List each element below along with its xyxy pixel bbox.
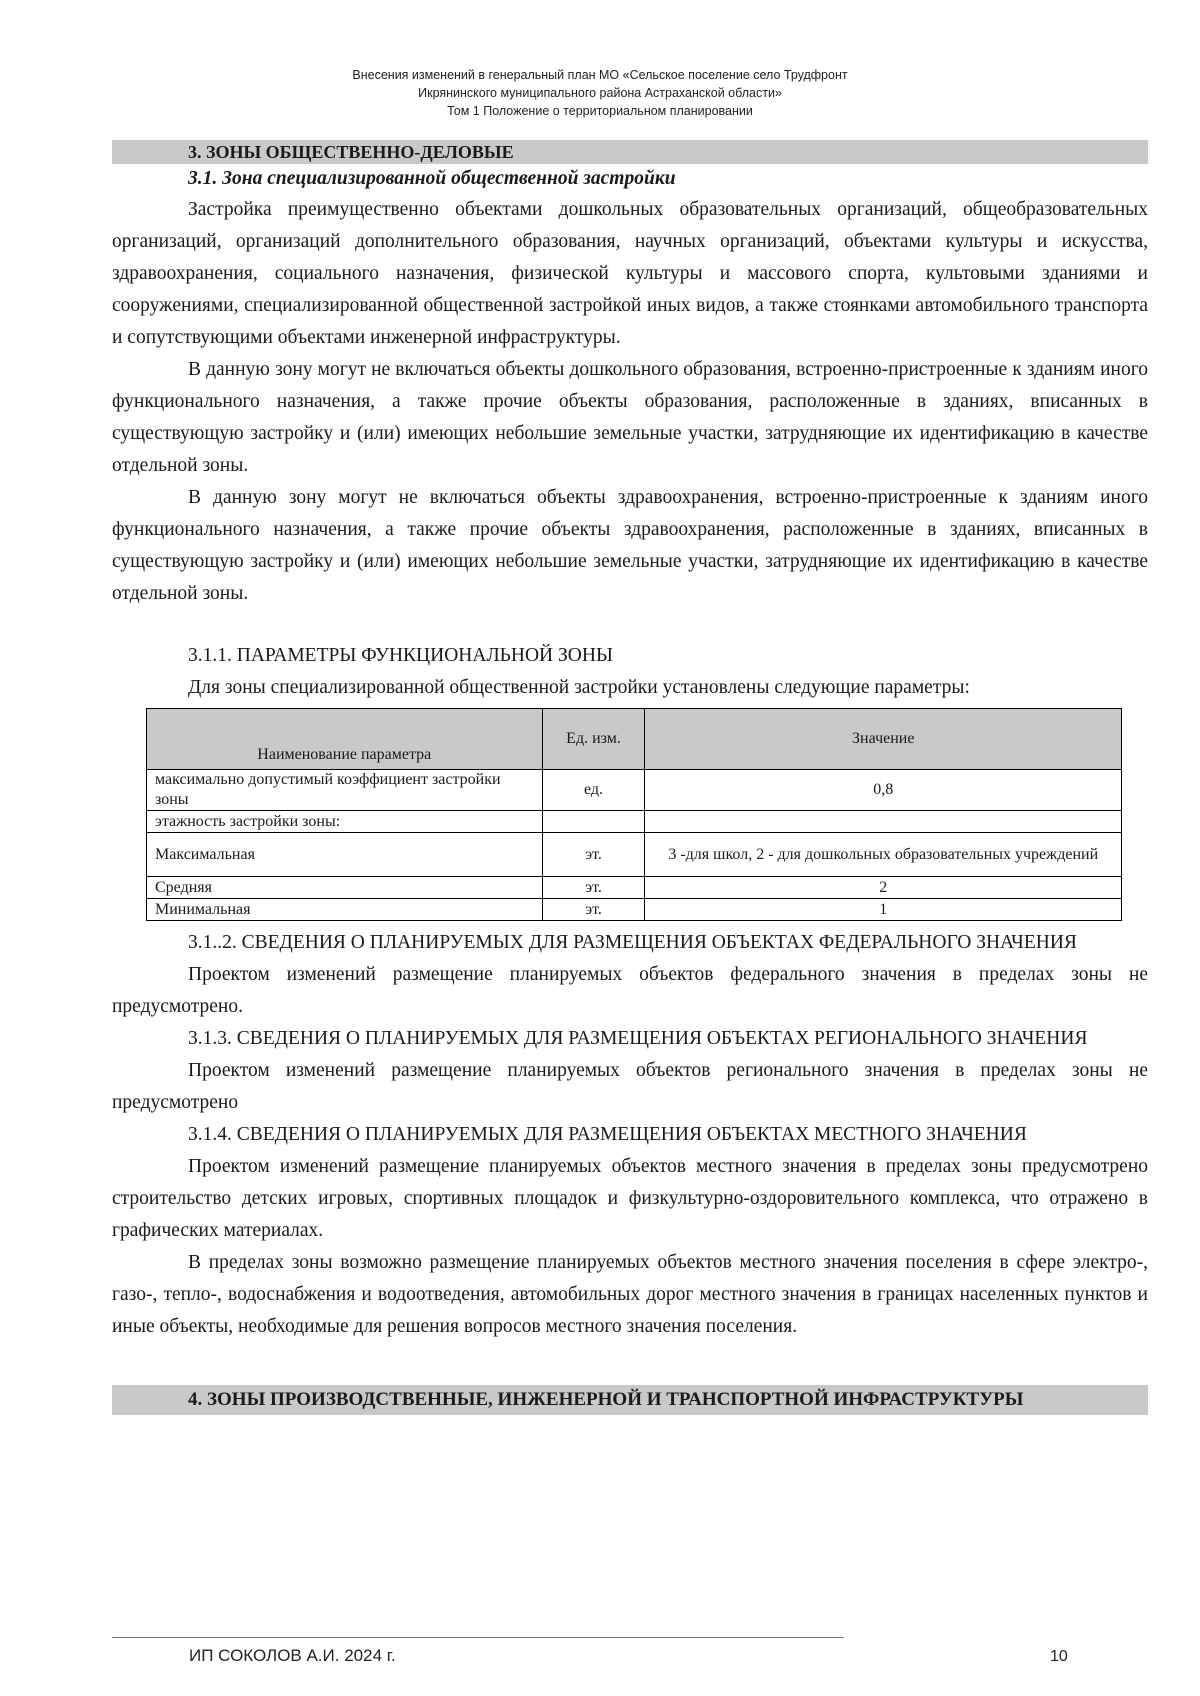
- param-name: Средняя: [147, 877, 543, 899]
- param-name: Максимальная: [147, 833, 543, 877]
- section-3-title: 3. ЗОНЫ ОБЩЕСТВЕННО-ДЕЛОВЫЕ: [112, 140, 1148, 164]
- table-row: [147, 877, 1122, 899]
- param-unit: ед.: [542, 770, 645, 811]
- param-name: Минимальная: [147, 899, 543, 921]
- header-line-1: Внесения изменений в генеральный план МО «Сельское поселение село Трудфронт: [352, 68, 848, 82]
- header-line-2: Икрянинского муниципального района Астраханской области»: [418, 86, 782, 100]
- regional-heading: 3.1.3. СВЕДЕНИЯ О ПЛАНИРУЕМЫХ ДЛЯ РАЗМЕЩЕНИЯ ОБЪЕКТАХ РЕГИОНАЛЬНОГО ЗНАЧЕНИЯ: [188, 1028, 1088, 1049]
- footer-divider: [112, 1637, 844, 1638]
- param-unit: эт.: [542, 877, 645, 899]
- params-intro: Для зоны специализированной общественной застройки установлены следующие параметры:: [188, 677, 970, 698]
- paragraph-2: В данную зону могут не включаться объекты дошкольного образования, встроенно-пристроенные к зданиям иного функционального назначения, а также прочие объекты образования, расположенные в зданиях, вписанных в существующую застройку и (или) имеющих небольшие земельные участки, затрудняющие их идентификацию в качестве отдельной зоны.: [112, 359, 1148, 476]
- local-text-1: Проектом изменений размещение планируемых объектов местного значения в пределах зоны предусмотрено строительство детских игровых, спортивных площадок и физкультурно-оздоровительного комплекса, что отражено в графических материалах.: [112, 1156, 1148, 1241]
- section-3-1-subtitle: 3.1. Зона специализированной общественной застройки: [188, 168, 676, 189]
- param-value: [645, 811, 1122, 833]
- page-header: [0, 66, 1200, 120]
- local-text-2: В пределах зоны возможно размещение планируемых объектов местного значения поселения в сфере электро-, газо-, тепло-, водоснабжения и водоотведения, автомобильных дорог местного значения в границах населенных пунктов и иные объекты, необходимые для решения вопросов местного значения поселения.: [112, 1252, 1148, 1337]
- column-header-value: Значение: [645, 709, 1122, 770]
- params-heading: 3.1.1. ПАРАМЕТРЫ ФУНКЦИОНАЛЬНОЙ ЗОНЫ: [188, 645, 613, 666]
- table-row: [147, 833, 1122, 877]
- param-value: 1: [645, 899, 1122, 921]
- param-unit: эт.: [542, 833, 645, 877]
- column-header-name: Наименование параметра: [147, 709, 543, 770]
- section-4-title: 4. ЗОНЫ ПРОИЗВОДСТВЕННЫЕ, ИНЖЕНЕРНОЙ И ТРАНСПОРТНОЙ ИНФРАСТРУКТУРЫ: [112, 1385, 1148, 1415]
- footer-author: ИП СОКОЛОВ А.И. 2024 г.: [189, 1646, 396, 1665]
- local-heading: 3.1.4. СВЕДЕНИЯ О ПЛАНИРУЕМЫХ ДЛЯ РАЗМЕЩЕНИЯ ОБЪЕКТАХ МЕСТНОГО ЗНАЧЕНИЯ: [188, 1124, 1027, 1145]
- param-name: этажность застройки зоны:: [147, 811, 543, 833]
- param-value: 2: [645, 877, 1122, 899]
- paragraph-3: В данную зону могут не включаться объекты здравоохранения, встроенно-пристроенные к зданиям иного функционального назначения, а также прочие объекты здравоохранения, расположенные в зданиях, вписанных в существующую застройку и (или) имеющих небольшие земельные участки, затрудняющие их идентификацию в качестве отдельной зоны.: [112, 487, 1148, 604]
- federal-heading: 3.1..2. СВЕДЕНИЯ О ПЛАНИРУЕМЫХ ДЛЯ РАЗМЕЩЕНИЯ ОБЪЕКТАХ ФЕДЕРАЛЬНОГО ЗНАЧЕНИЯ: [188, 932, 1077, 953]
- table-header-row: [147, 709, 1122, 770]
- regional-text: Проектом изменений размещение планируемых объектов регионального значения в пределах зоны не предусмотрено: [112, 1060, 1148, 1113]
- document-body: [112, 140, 1148, 1415]
- paragraph-1: Застройка преимущественно объектами дошкольных образовательных организаций, общеобразовательных организаций, организаций дополнительного образования, научных организаций, объектами культуры и искусства, здравоохранения, социального назначения, физической культуры и массового спорта, культовыми зданиями и сооружениями, специализированной общественной застройкой иных видов, а также стоянками автомобильного транспорта и сопутствующими объектами инженерной инфраструктуры.: [112, 199, 1148, 348]
- page-number: 10: [1050, 1648, 1068, 1665]
- federal-text: Проектом изменений размещение планируемых объектов федерального значения в пределах зоны не предусмотрено.: [112, 964, 1148, 1017]
- param-name: максимально допустимый коэффициент застройки зоны: [147, 770, 543, 811]
- param-unit: эт.: [542, 899, 645, 921]
- param-value: 3 -для школ, 2 - для дошкольных образовательных учреждений: [645, 833, 1122, 877]
- param-value: 0,8: [645, 770, 1122, 811]
- params-table: [146, 708, 1122, 921]
- column-header-unit: Ед. изм.: [542, 709, 645, 770]
- table-row: [147, 811, 1122, 833]
- header-line-3: Том 1 Положение о территориальном планировании: [447, 104, 753, 118]
- table-row: [147, 899, 1122, 921]
- table-row: [147, 770, 1122, 811]
- param-unit: [542, 811, 645, 833]
